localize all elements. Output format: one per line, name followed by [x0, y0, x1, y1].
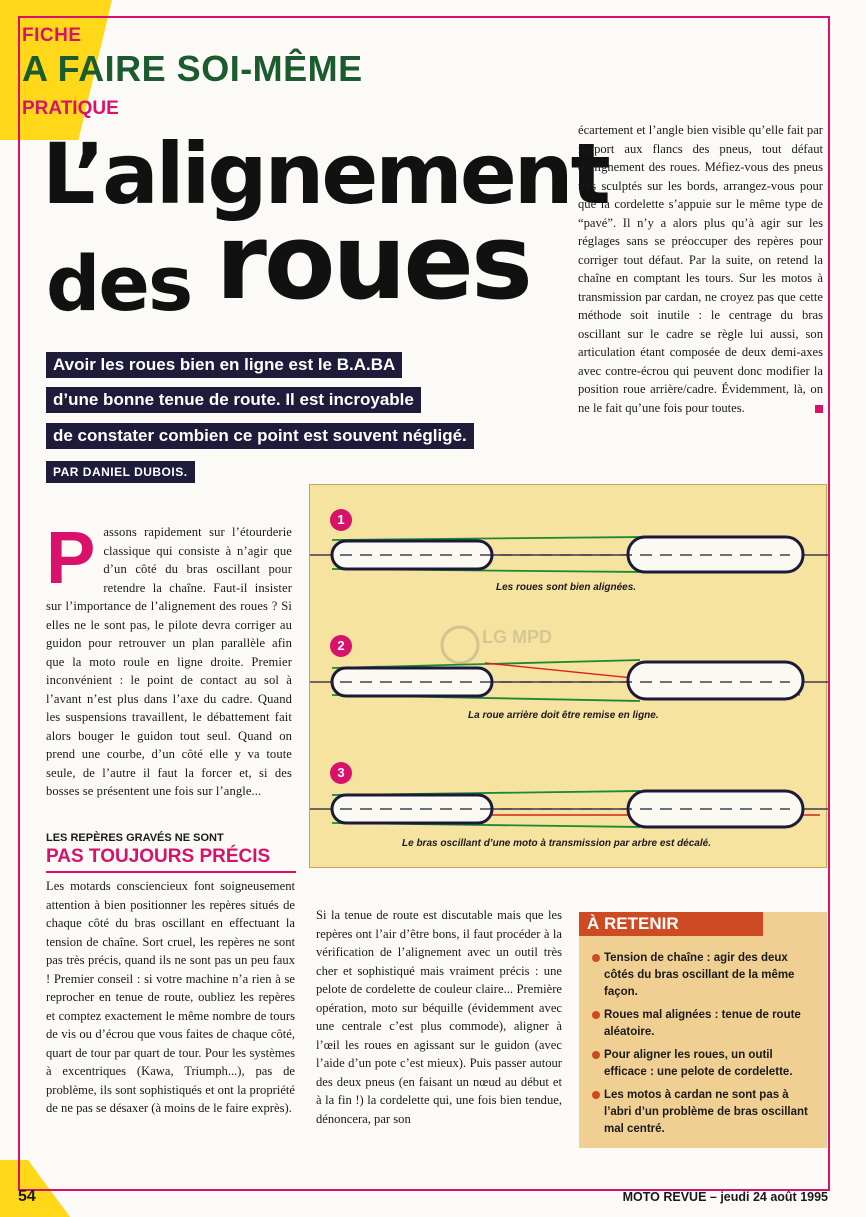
diagram-drawing: [310, 485, 828, 869]
column-1-paragraph: Les motards consciencieux font soigneusement attention à bien positionner les repères situés de chaque côté du bras oscillant en effectuant la tension de chaîne. Sort cruel, les repères ne sont pas très précis, quand ils ne sont pas un peu faux ! Premier conseil : si votre machine n’a rien à se reprocher en tenue de route, oubliez les repères et comptez exactement le même nombre de tours de vis ou d’écrou que vous faites de chaque côté, quart de tour par quart de tour. Pour les systèmes à excentriques (Kawa, Triumph...), pas de problème, ils sont sophistiqués et ont la propriété de ne pas se désaxer (à moins de le faire exprès).: [46, 879, 295, 1115]
bullet-icon: [592, 1011, 600, 1019]
diagram-row-1: [310, 537, 828, 572]
retenir-list: [592, 950, 818, 1144]
intro-paragraph: assons rapidement sur l’étourderie classique qui consiste à n’agir que d’un côté du bras oscillant pour retendre la chaîne. Faut-il insister sur l’importance de l’alignement des roues ? Si elles ne le sont pas, le pilote devra corriger au guidon pour retrouver un plan parallèle afin que la moto roule en ligne droite. Premier inconvénient : le point de contact au sol à l’avant n’est plus dans l’axe du cadre. Quand les suspensions travaillent, le débattement fait alors bouger le guidon tout seul. Quand on prend une courbe, d’un côté elle y va toute seule, de l’autre il faut la forcer et, si des bosses se présentent une fois sur l’angle...: [46, 525, 292, 798]
byline: PAR DANIEL DUBOIS.: [46, 461, 195, 483]
section-label-fiche: FICHE: [22, 25, 82, 46]
subheading-main: PAS TOUJOURS PRÉCIS: [46, 846, 271, 867]
front-wheel-2: [628, 662, 803, 699]
article-intro: [46, 516, 292, 801]
retenir-item: Pour aligner les roues, un outil efficace : une pelote de cordelette.: [592, 1047, 818, 1081]
footer-publication: MOTO REVUE – jeudi 24 août 1995: [622, 1190, 828, 1204]
headline-line-2: [46, 201, 530, 328]
front-wheel-1: [628, 537, 803, 572]
subheading-kicker: LES REPÈRES GRAVÉS NE SONT: [46, 832, 224, 844]
headline-line-1: L’alignement: [42, 125, 608, 223]
retenir-item: Les motos à cardan ne sont pas à l’abri d’un problème de bras oscillant mal centré.: [592, 1087, 818, 1138]
column-2-paragraph: Si la tenue de route est discutable mais que les repères ont l’air d’être bons, il faut procéder à la vérification de l’alignement avec un outil très cher et sophistiqué mais vraiment précis : une pelote de cordelette de couleur claire... Première opération, moto sur béquille (évidemment avec une centrale c’est plus commode), aligner à l’œil les roues en agissant sur le guidon (avec l’aide d’un pote c’est mieux). Puis passer autour des deux pneus (en faisant un nœud au début et à la fin !) la cordelette qui, une fois bien tendue, dénoncera, par son: [316, 908, 562, 1126]
diagram-row-3: [310, 791, 828, 827]
step-caption-1: Les roues sont bien alignées.: [496, 582, 637, 593]
step-badge-1: 1: [330, 509, 352, 531]
section-label-pratique: PRATIQUE: [22, 98, 119, 119]
headline-word-roues: roues: [215, 201, 530, 323]
step-badge-2: 2: [330, 635, 352, 657]
end-of-article-square: [815, 405, 823, 413]
drop-cap: P: [46, 516, 96, 599]
bullet-icon: [592, 1091, 600, 1099]
article-column-2: [316, 906, 562, 1128]
top-right-paragraph: écartement et l’angle bien visible qu’elle fait par rapport aux flancs des pneus, tout défaut d’alignement des roues. Méfiez-vous des pneus très sculptés sur les bords, arrangez-vous pour que la cordelette s’appuie sur le même type de “pavé”. Il n’y a alors plus qu’à agir sur les réglages sans se préoccuper des repères pour corriger tout défaut. Par la suite, on retend la chaîne en comptant les tours. Sur les motos à transmission par cardan, ne croyez pas que cette méthode soit inutile : le centrage du bras oscillant sur le cadre se règle lui aussi, son articulation étant composée de deux demi-axes avec contre-écrou qui peuvent donc modifier la position roue arrière/cadre. Évidemment, là, on ne le fait qu’une fois pour toutes.: [578, 123, 823, 415]
bullet-icon: [592, 1051, 600, 1059]
step-badge-3: 3: [330, 762, 352, 784]
retenir-title: À RETENIR: [579, 912, 763, 936]
page-number: 54: [18, 1188, 36, 1205]
lead-line-2: d’une bonne tenue de route. Il est incroyable: [46, 387, 421, 413]
retenir-item: Roues mal alignées : tenue de route aléatoire.: [592, 1007, 818, 1041]
lead-line-1: Avoir les roues bien en ligne est le B.A.BA: [46, 352, 402, 378]
headline-word-des: des: [46, 239, 192, 328]
lead-line-3: de constater combien ce point est souvent négligé.: [46, 423, 474, 449]
article-text-top-right: [578, 121, 823, 417]
subheading-rule: [46, 871, 296, 873]
retenir-item: Tension de chaîne : agir des deux côtés du bras oscillant de la même façon.: [592, 950, 818, 1001]
watermark-logo: [442, 627, 552, 663]
step-caption-3: Le bras oscillant d’une moto à transmission par arbre est décalé.: [402, 838, 711, 849]
article-column-1: [46, 877, 295, 1118]
front-wheel-3: [628, 791, 803, 827]
section-label-a-faire: A FAIRE SOI-MÊME: [22, 48, 363, 89]
diagram-row-2: [310, 660, 828, 701]
step-caption-2: La roue arrière doit être remise en ligne.: [468, 710, 659, 721]
watermark-text: LG MPD: [482, 627, 552, 647]
bullet-icon: [592, 954, 600, 962]
alignment-diagram: [309, 484, 827, 868]
